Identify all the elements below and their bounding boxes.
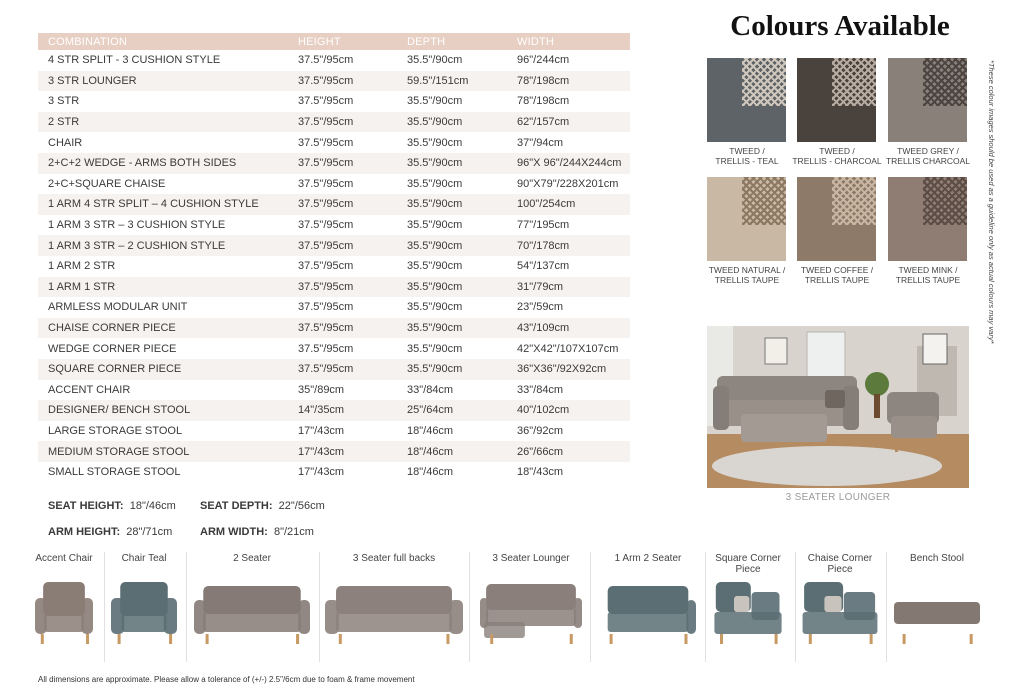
- height-cell: 37.5"/95cm: [288, 359, 397, 380]
- height-cell: 37.5"/95cm: [288, 318, 397, 339]
- colours-title: Colours Available: [730, 10, 950, 42]
- combination-cell: 1 ARM 1 STR: [38, 277, 288, 298]
- swatch-label-line2: TRELLIS TAUPE: [895, 275, 961, 285]
- product-divider: [590, 552, 591, 662]
- product-divider: [886, 552, 887, 662]
- depth-cell: 35.5"/90cm: [397, 153, 507, 174]
- seat-height-label: SEAT HEIGHT:: [48, 500, 124, 512]
- depth-cell: 35.5"/90cm: [407, 301, 463, 314]
- height-cell: 37.5"/95cm: [298, 177, 354, 190]
- combination-cell: ARMLESS MODULAR UNIT: [48, 301, 188, 314]
- width-cell: 26"/66cm: [507, 441, 630, 462]
- colour-swatch-label: [699, 265, 795, 285]
- depth-cell: 35.5"/90cm: [397, 235, 507, 256]
- height-cell: 37.5"/95cm: [298, 342, 354, 355]
- depth-cell: 35.5"/90cm: [407, 260, 463, 273]
- table-row: [38, 215, 630, 236]
- table-row: [38, 359, 630, 380]
- height-cell: 37.5"/95cm: [298, 301, 354, 314]
- combination-cell: 2+C+2 WEDGE - ARMS BOTH SIDES: [38, 153, 288, 174]
- width-cell: 90"X79"/228X201cm: [517, 177, 619, 190]
- depth-cell: 33"/84cm: [407, 383, 454, 396]
- product-image: [325, 578, 463, 653]
- width-cell: 23"/59cm: [517, 301, 564, 314]
- height-cell: 14"/35cm: [288, 400, 397, 421]
- product-label: 1 Arm 2 Seater: [614, 553, 682, 564]
- product-label: 3 Seater Lounger: [492, 553, 570, 564]
- height-cell: 37.5"/95cm: [288, 153, 397, 174]
- depth-cell: 35.5"/90cm: [407, 177, 463, 190]
- trellis-pattern: [832, 177, 876, 225]
- swatch-label-line2: TRELLIS TAUPE: [804, 275, 870, 285]
- colour-swatch: [707, 177, 786, 261]
- product-label: 2 Seater: [233, 553, 271, 564]
- room-scene-image: [707, 326, 969, 488]
- table-row: [38, 338, 630, 359]
- product-divider: [319, 552, 320, 662]
- height-cell: 37.5"/95cm: [288, 277, 397, 298]
- width-cell: 78"/198cm: [517, 95, 570, 108]
- table-row: [38, 256, 630, 277]
- depth-cell: 35.5"/90cm: [397, 112, 507, 133]
- swatch-label-line1: TWEED GREY /: [897, 146, 959, 156]
- swatch-label-line1: TWEED /: [819, 146, 855, 156]
- table-row: [38, 91, 630, 112]
- depth-cell: 35.5"/90cm: [397, 194, 507, 215]
- seat-depth: [200, 500, 325, 512]
- product-divider: [795, 552, 796, 662]
- dimensions-table: [38, 33, 630, 482]
- height-cell: 17"/43cm: [298, 424, 345, 437]
- product-divider: [104, 552, 105, 662]
- table-row: [38, 132, 630, 153]
- swatch-label-line1: TWEED MINK /: [898, 265, 958, 275]
- product-divider: [186, 552, 187, 662]
- product-divider: [705, 552, 706, 662]
- product-label: Bench Stool: [910, 553, 964, 564]
- depth-cell: 35.5"/90cm: [407, 95, 463, 108]
- table-row: [38, 318, 630, 339]
- product-label: Accent Chair: [35, 553, 93, 564]
- combination-cell: CHAISE CORNER PIECE: [38, 318, 288, 339]
- depth-cell: 35.5"/90cm: [407, 136, 463, 149]
- product-image: [894, 578, 980, 653]
- colour-swatch-label: [880, 265, 976, 285]
- colour-swatch: [888, 58, 967, 142]
- trellis-pattern: [832, 58, 876, 106]
- colour-swatch: [888, 177, 967, 261]
- width-cell: 77"/195cm: [517, 219, 570, 232]
- height-cell: 37.5"/95cm: [298, 219, 354, 232]
- combination-cell: 1 ARM 3 STR – 2 CUSHION STYLE: [38, 235, 288, 256]
- table-row: [38, 50, 630, 71]
- height-cell: 37.5"/95cm: [298, 95, 354, 108]
- table-row: [38, 194, 630, 215]
- seat-height: [48, 500, 176, 512]
- swatch-label-line2: TRELLIS CHARCOAL: [885, 156, 971, 166]
- combination-cell: 1 ARM 2 STR: [48, 260, 116, 273]
- width-cell: 96"X 96"/244X244cm: [507, 153, 630, 174]
- table-row: [38, 174, 630, 195]
- table-row: [38, 400, 630, 421]
- width-cell: 78"/198cm: [507, 71, 630, 92]
- product-image: [111, 578, 177, 653]
- colour-swatch-label: [880, 146, 976, 166]
- depth-cell: 35.5"/90cm: [407, 54, 463, 67]
- width-cell: 33"/84cm: [517, 383, 564, 396]
- depth-cell: 18"/46cm: [407, 466, 454, 479]
- colour-swatch-label: [699, 146, 795, 166]
- width-cell: 31"/79cm: [507, 277, 630, 298]
- product-divider: [469, 552, 470, 662]
- combination-cell: WEDGE CORNER PIECE: [48, 342, 177, 355]
- product-label: Square Corner Piece: [715, 553, 781, 575]
- combination-cell: 4 STR SPLIT - 3 CUSHION STYLE: [48, 54, 221, 67]
- seat-depth-label: SEAT DEPTH:: [200, 500, 273, 512]
- room-photo: [707, 326, 969, 488]
- combination-cell: 1 ARM 4 STR SPLIT – 4 CUSHION STYLE: [38, 194, 288, 215]
- depth-cell: 18"/46cm: [397, 441, 507, 462]
- width-cell: 18"/43cm: [517, 466, 564, 479]
- swatch-label-line2: TRELLIS TAUPE: [714, 275, 780, 285]
- combination-cell: 2 STR: [38, 112, 288, 133]
- width-cell: 40"/102cm: [507, 400, 630, 421]
- combination-cell: SMALL STORAGE STOOL: [48, 466, 181, 479]
- depth-cell: 59.5"/151cm: [397, 71, 507, 92]
- table-row: [38, 462, 630, 483]
- table-row: [38, 277, 630, 298]
- trellis-pattern: [742, 177, 786, 225]
- arm-width-value: 8"/21cm: [273, 526, 314, 538]
- height-cell: 37.5"/95cm: [288, 235, 397, 256]
- height-cell: 37.5"/95cm: [288, 112, 397, 133]
- combination-cell: MEDIUM STORAGE STOOL: [38, 441, 288, 462]
- table-row: [38, 153, 630, 174]
- trellis-pattern: [923, 177, 967, 225]
- product-image: [713, 578, 783, 653]
- combination-cell: ACCENT CHAIR: [48, 383, 131, 396]
- table-row: [38, 71, 630, 92]
- table-row: [38, 441, 630, 462]
- height-cell: 35"/89cm: [298, 383, 345, 396]
- header-depth: DEPTH: [397, 33, 507, 50]
- height-cell: 37.5"/95cm: [298, 136, 354, 149]
- depth-cell: 35.5"/90cm: [397, 318, 507, 339]
- footnote: All dimensions are approximate. Please allow a tolerance of (+/-) 2.5"/6cm due to foam & frame movement: [38, 675, 415, 684]
- colour-swatch: [707, 58, 786, 142]
- width-cell: 54"/137cm: [517, 260, 570, 273]
- product-label: 3 Seater full backs: [352, 553, 436, 564]
- colour-swatch-label: [789, 146, 885, 166]
- width-cell: 36"/92cm: [517, 424, 564, 437]
- header-width: WIDTH: [507, 33, 630, 50]
- colour-swatch: [797, 177, 876, 261]
- combination-cell: 1 ARM 3 STR – 3 CUSHION STYLE: [48, 219, 226, 232]
- depth-cell: 18"/46cm: [407, 424, 454, 437]
- height-cell: 37.5"/95cm: [288, 194, 397, 215]
- swatch-label-line2: TRELLIS - CHARCOAL: [792, 156, 882, 166]
- table-row: [38, 235, 630, 256]
- arm-width-label: ARM WIDTH:: [200, 526, 268, 538]
- swatch-label-line2: TRELLIS - TEAL: [715, 156, 779, 166]
- header-combination: COMBINATION: [38, 33, 288, 50]
- combination-cell: 2+C+SQUARE CHAISE: [48, 177, 166, 190]
- combination-cell: SQUARE CORNER PIECE: [38, 359, 288, 380]
- combination-cell: CHAIR: [48, 136, 83, 149]
- product-image: [35, 578, 93, 653]
- width-cell: 43"/109cm: [507, 318, 630, 339]
- table-header-row: [38, 33, 630, 50]
- product-label: Chaise Corner Piece: [807, 553, 873, 575]
- product-image: [194, 578, 310, 653]
- width-cell: 36"X36"/92X92cm: [507, 359, 630, 380]
- product-image: [480, 578, 582, 653]
- arm-height: [48, 526, 172, 538]
- combination-cell: 3 STR LOUNGER: [38, 71, 288, 92]
- combination-cell: LARGE STORAGE STOOL: [48, 424, 183, 437]
- width-cell: 37"/94cm: [517, 136, 564, 149]
- combination-cell: DESIGNER/ BENCH STOOL: [38, 400, 288, 421]
- depth-cell: 35.5"/90cm: [397, 359, 507, 380]
- room-photo-caption: 3 SEATER LOUNGER: [785, 492, 891, 503]
- seat-height-value: 18"/46cm: [129, 500, 176, 512]
- height-cell: 37.5"/95cm: [288, 71, 397, 92]
- swatch-label-line1: TWEED NATURAL /: [708, 265, 786, 275]
- combination-cell: 3 STR: [48, 95, 80, 108]
- swatch-label-line1: TWEED /: [729, 146, 765, 156]
- height-cell: 17"/43cm: [298, 466, 345, 479]
- width-cell: 42"X42"/107X107cm: [517, 342, 619, 355]
- product-image: [600, 578, 696, 653]
- table-row: [38, 297, 630, 318]
- trellis-pattern: [742, 58, 786, 106]
- width-cell: 100"/254cm: [507, 194, 630, 215]
- swatch-label-line1: TWEED COFFEE /: [800, 265, 874, 275]
- colour-swatch-label: [789, 265, 885, 285]
- table-row: [38, 380, 630, 401]
- width-cell: 70"/178cm: [507, 235, 630, 256]
- header-height: HEIGHT: [288, 33, 397, 50]
- trellis-pattern: [923, 58, 967, 106]
- depth-cell: 35.5"/90cm: [397, 277, 507, 298]
- width-cell: 96"/244cm: [517, 54, 570, 67]
- height-cell: 37.5"/95cm: [298, 260, 354, 273]
- colour-swatch: [797, 58, 876, 142]
- product-label: Chair Teal: [121, 553, 167, 564]
- depth-cell: 25"/64cm: [397, 400, 507, 421]
- arm-height-label: ARM HEIGHT:: [48, 526, 121, 538]
- arm-width: [200, 526, 314, 538]
- depth-cell: 35.5"/90cm: [407, 342, 463, 355]
- colour-disclaimer-text: *These colour images should be used as a guideline only as actual colours may vary*: [987, 60, 996, 344]
- table-row: [38, 421, 630, 442]
- table-row: [38, 112, 630, 133]
- colour-disclaimer: [985, 60, 999, 385]
- height-cell: 37.5"/95cm: [298, 54, 354, 67]
- height-cell: 17"/43cm: [288, 441, 397, 462]
- width-cell: 62"/157cm: [507, 112, 630, 133]
- product-image: [801, 578, 879, 653]
- arm-height-value: 28"/71cm: [126, 526, 173, 538]
- seat-depth-value: 22"/56cm: [278, 500, 325, 512]
- depth-cell: 35.5"/90cm: [407, 219, 463, 232]
